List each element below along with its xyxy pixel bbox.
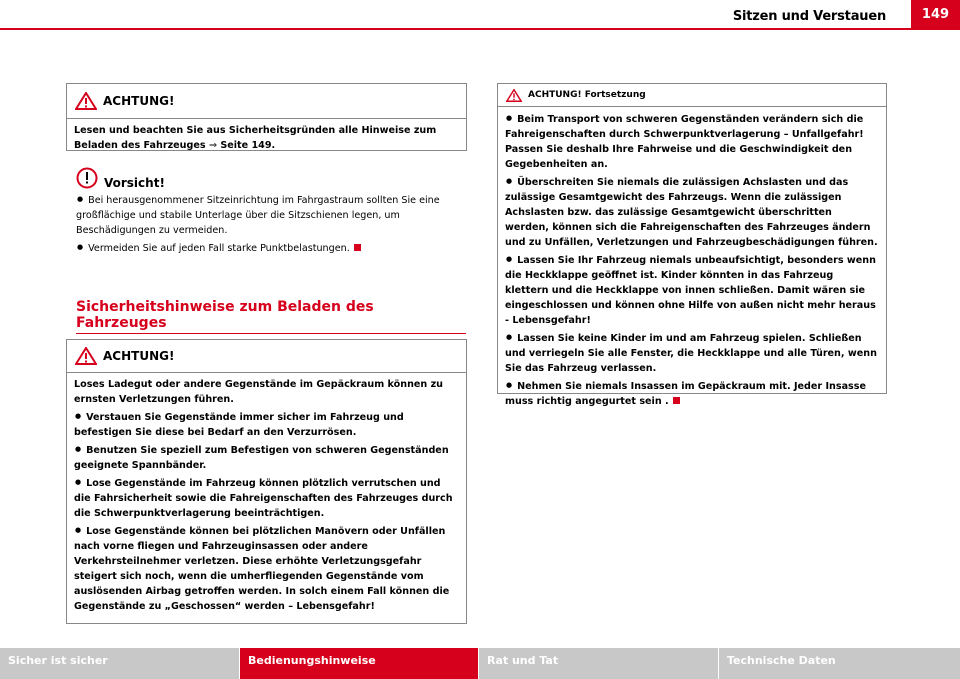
page-number: 149: [911, 0, 960, 29]
page-header-title: Sitzen und Verstauen: [732, 9, 886, 24]
warning-box-title: ACHTUNG! Fortsetzung: [528, 90, 646, 100]
footer-tab-bar: [0, 648, 960, 679]
warning-box-body: [67, 373, 466, 620]
warning-box-title: ACHTUNG!: [103, 349, 175, 363]
caution-icon: [76, 167, 98, 189]
warning-item: ● Lose Gegenstände können bei plötzlichen Manövern oder Unfällen nach vorne fliegen und Fahrzeuginsassen oder andere Verkehrsteilnehmer verletzen. Diese erhöhte Verletzungsgefahr steigert sich noch, wenn die umherfliegenden Gegenstände vom auslösenden Airbag getroffen werden. In solch einem Fall können die Gegenstände zu „Geschossen“ werden – Lebensgefahr!: [74, 523, 459, 614]
warning-box-continued: [497, 83, 887, 407]
warning-item: ● Lose Gegenstände im Fahrzeug können plötzlich verrutschen und die Fahrsicherheit sowie die Fahreigenschaften des Fahrzeuges durch die Schwerpunktverlagerung beeinträchtigen.: [74, 475, 459, 521]
end-of-section-marker: [673, 397, 680, 404]
warning-item: ● Überschreiten Sie niemals die zulässigen Achslasten und das zulässige Gesamtgewicht des Fahrzeugs. Wenn die zulässigen Achslasten bzw. das zulässige Gesamtgewicht überschritten werden, können sich die Fahreigenschaften des Fahrzeuges ändern und zu Unfällen, Verletzungen und Fahrzeugbeschädigungen führen.: [505, 174, 879, 250]
warning-item-last: [505, 378, 879, 409]
warning-item: ● Verstauen Sie Gegenstände immer sicher im Fahrzeug und befestigen Sie diese bei Bedarf an den Verzurrösen.: [74, 409, 459, 440]
cross-ref-arrow: ⇒: [208, 140, 217, 151]
footer-tab-bedienung[interactable]: Bedienungshinweise: [240, 648, 479, 679]
warning-box-read-notes: [66, 83, 467, 151]
warning-item: ● Lassen Sie keine Kinder im und am Fahrzeug spielen. Schließen und verriegeln Sie alle Fenster, die Heckklappe und alle Türen, wenn Sie das Fahrzeug verlassen.: [505, 330, 879, 376]
warning-box-header: [498, 84, 886, 107]
warning-box-title: ACHTUNG!: [103, 94, 175, 108]
warning-box-header: [67, 340, 466, 373]
warning-box-body: [498, 107, 886, 415]
footer-tab-technik[interactable]: Technische Daten: [719, 648, 960, 679]
cross-ref-link[interactable]: Seite 149.: [220, 140, 276, 151]
warning-box-body: [67, 119, 466, 159]
footer-tab-sicher[interactable]: Sicher ist sicher: [0, 648, 240, 679]
caution-header: [76, 166, 165, 190]
caution-list: [76, 192, 468, 258]
warning-intro: Loses Ladegut oder andere Gegenstände im Gepäckraum können zu ernsten Verletzungen führen.: [74, 379, 443, 405]
caution-item: ● Vermeiden Sie auf jeden Fall starke Punktbelastungen.: [76, 243, 350, 254]
warning-item: ● Lassen Sie Ihr Fahrzeug niemals unbeaufsichtigt, besonders wenn die Heckklappe geöffnet ist. Kinder könnten in das Fahrzeug klettern und die Heckklappe von innen schließen. Damit wären sie eingeschlossen und können ohne Hilfe von außen nicht mehr heraus - Lebensgefahr!: [505, 252, 879, 328]
warning-item: ● Benutzen Sie speziell zum Befestigen von schweren Gegenständen geeignete Spannbänder.: [74, 442, 459, 473]
warning-text-line1: Lesen und beachten Sie aus Sicherheitsgründen alle Hinweise zum: [74, 125, 437, 136]
footer-tab-rat[interactable]: Rat und Tat: [479, 648, 719, 679]
warning-triangle-icon: [75, 347, 97, 365]
warning-triangle-icon: [75, 92, 97, 110]
end-of-section-marker: [354, 244, 361, 251]
caution-item: ● Bei herausgenommener Sitzeinrichtung im Fahrgastraum sollten Sie eine großflächige und stabile Unterlage über die Sitzschienen legen, um Beschädigungen zu vermeiden.: [76, 192, 468, 238]
warning-box-loose-cargo: [66, 339, 467, 624]
warning-item: ● Nehmen Sie niemals Insassen im Gepäckraum mit. Jeder Insasse muss richtig angegurtet sein .: [505, 381, 866, 407]
warning-box-header: [67, 84, 466, 119]
warning-triangle-icon: [506, 89, 522, 102]
section-title: Sicherheitshinweise zum Beladen des Fahrzeuges: [76, 299, 466, 334]
header-rule: [0, 28, 960, 30]
warning-text-line2: Beladen des Fahrzeuges: [74, 140, 206, 151]
caution-title: Vorsicht!: [104, 176, 165, 190]
warning-item: ● Beim Transport von schweren Gegenständen verändern sich die Fahreigenschaften durch Schwerpunktverlagerung – Unfallgefahr! Passen Sie deshalb Ihre Fahrweise und die Geschwindigkeit den Gegebenheiten an.: [505, 111, 879, 172]
caution-item-last: [76, 240, 468, 256]
